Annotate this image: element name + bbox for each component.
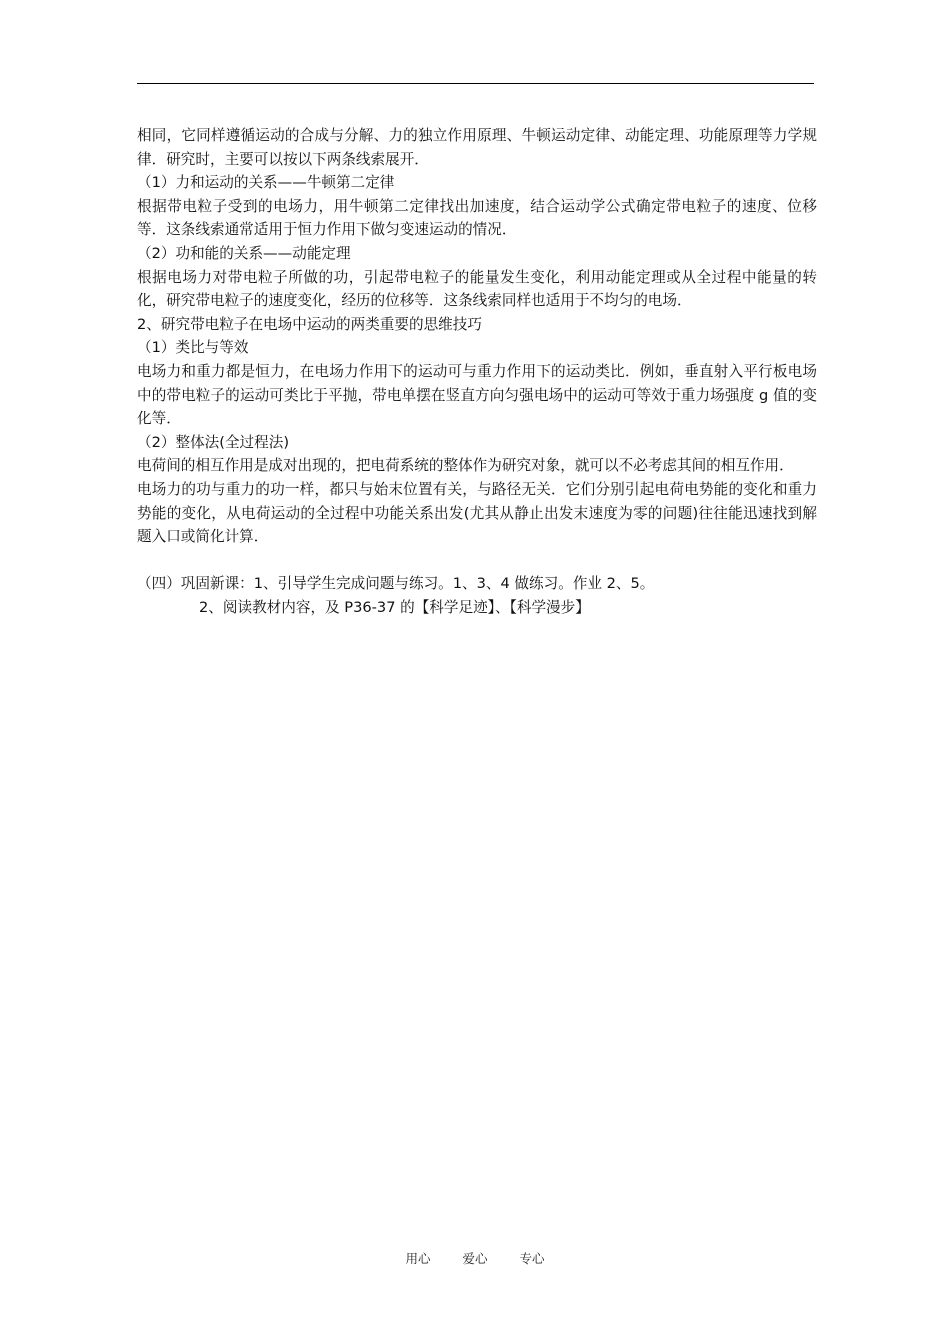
paragraph-newton: 根据带电粒子受到的电场力，用牛顿第二定律找出加速度，结合运动学公式确定带电粒子的速度、位移等．这条线索通常适用于恒力作用下做匀变速运动的情况． xyxy=(137,197,817,239)
paragraph-interaction: 电荷间的相互作用是成对出现的，把电荷系统的整体作为研究对象，就可以不必考虑其间的相互作用． xyxy=(137,457,794,475)
footer-item: 专心 xyxy=(519,1251,545,1266)
page-footer xyxy=(0,1249,950,1267)
footer-item: 用心 xyxy=(405,1251,431,1266)
document-body xyxy=(137,124,817,619)
paragraph-intro: 相同，它同样遵循运动的合成与分解、力的独立作用原理、牛顿运动定律、动能定理、功能原理等力学规律．研究时，主要可以按以下两条线索展开． xyxy=(137,127,817,168)
paragraph-work-path: 电场力的功与重力的功一样，都只与始末位置有关，与路径无关．它们分别引起电荷电势能的变化和重力势能的变化，从电荷运动的全过程中功能关系出发(尤其从静止出发末速度为零的问题)往往能迅速找到解题入口或简化计算． xyxy=(137,480,817,546)
subheading-work-energy: （2）功和能的关系——动能定理 xyxy=(137,244,351,262)
paragraph-consolidate: （四）巩固新课：1、引导学生完成问题与练习。1、3、4 做练习。作业 2、5。 xyxy=(137,575,655,593)
paragraph-reading: 2、阅读教材内容，及 P36-37 的【科学足迹】、【科学漫步】 xyxy=(199,598,590,616)
subheading-analogy: （1）类比与等效 xyxy=(137,339,249,357)
header-rule xyxy=(137,83,814,84)
subheading-force-motion: （1）力和运动的关系——牛顿第二定律 xyxy=(137,174,395,192)
paragraph-kinetic-energy: 根据电场力对带电粒子所做的功，引起带电粒子的能量发生变化，利用动能定理或从全过程中能量的转化，研究带电粒子的速度变化，经历的位移等．这条线索同样也适用于不均匀的电场． xyxy=(137,268,817,310)
subheading-whole-method: （2）整体法(全过程法) xyxy=(137,433,290,451)
footer-item: 爱心 xyxy=(462,1251,488,1266)
paragraph-analogy: 电场力和重力都是恒力，在电场力作用下的运动可与重力作用下的运动类比．例如，垂直射入平行板电场中的带电粒子的运动可类比于平抛，带电单摆在竖直方向匀强电场中的运动可等效于重力场强度 g 值的变化等． xyxy=(137,362,817,428)
heading-thinking-skills: 2、研究带电粒子在电场中运动的两类重要的思维技巧 xyxy=(137,315,482,333)
paragraph-gap xyxy=(137,549,817,573)
